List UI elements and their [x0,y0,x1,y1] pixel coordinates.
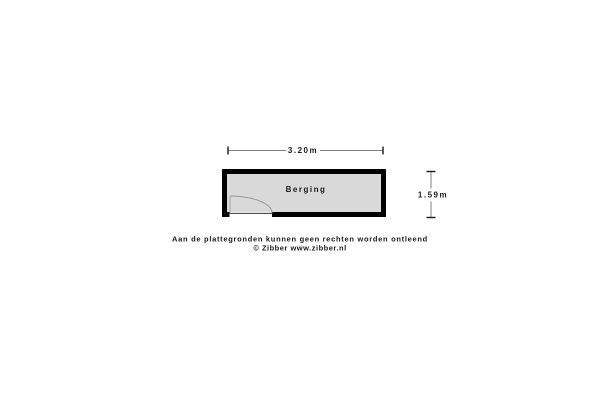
room-label: Berging [285,185,327,194]
disclaimer-text: Aan de plattegronden kunnen geen rechten worden ontleend [172,234,428,244]
height-dimension-label: 1.59m [417,190,449,200]
copyright-text: © Zibber www.zibber.nl [253,243,347,253]
door-opening [230,212,273,218]
width-dimension-label: 3.20m [287,146,319,155]
